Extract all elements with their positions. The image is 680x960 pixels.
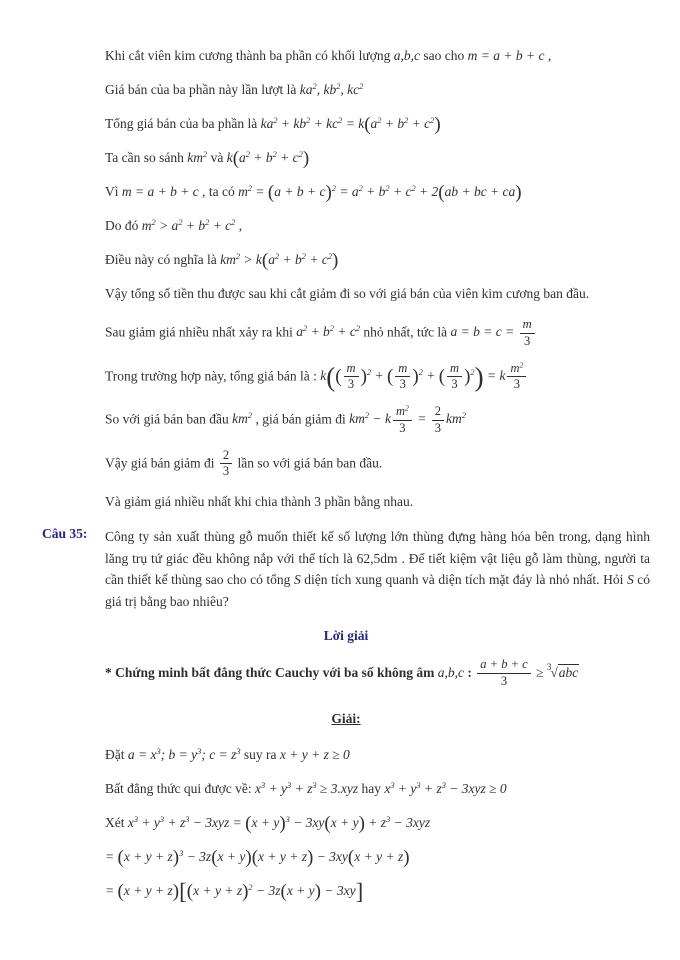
solution-line-9: Sau giảm giá nhiều nhất xảy ra khi $a^2 + b^2 + c^2$ nhỏ nhất, tức là a = b = c = $\frac{m}{3}$ (105, 318, 650, 349)
solution-line-8: Vậy tổng số tiền thu được sau khi cắt giảm đi so với giá bán của viên kim cương ban đầu. (105, 286, 590, 301)
solution-line-11: So với giá bán ban đầu $km^2$ , giá bán giảm đi $km^2 - k$ $\frac{m^2}{3}$ = $\frac{2}{3}$ $km^2$ (105, 403, 466, 435)
solution-line-2: Giá bán của ba phần này lần lượt là $ka^2$, $kb^2$, $kc^2$ (105, 82, 364, 97)
solution2-line-3: Xét $x^3 + y^3 + z^3 - 3xyz = (x + y)^3 - 3xy(x + y) + z^3 - 3xyz$ (105, 812, 431, 834)
solution2-line-4: = $(x + y + z)^3 - 3z(x + y)(x + y + z) - 3xy(x + y + z)$ (105, 846, 410, 868)
solution-line-13: Và giảm giá nhiều nhất khi chia thành 3 phần bằng nhau. (105, 494, 414, 509)
solution-line-5: Vì m = a + b + c , ta có $m^2 = (a + b + c)^2 = a^2 + b^2 + c^2 + 2(ab$ + bc + ca) (105, 181, 522, 203)
solution-line-3: Tổng giá bán của ba phần là $ka^2 + kb^2 + kc^2 = k(a^2 + b^2 + c^2)$ (105, 113, 441, 135)
solution-line-4: Ta cần so sánh $km^2$ và $k(a^2 + b^2 + c^2)$ (105, 147, 310, 169)
solution-line-10: Trong trường hợp này, tổng giá bán là : k(( $\frac{m}{3}$ )$^2$ + ( $\frac{m}{3}$ )$^2$ + ( $\frac{m}{3}$ )$^2$) = k $\frac{m^2}{3}$ (105, 362, 650, 393)
solution2-line-2: Bất đẳng thức qui được về: $x^3 + y^3 + z^3 \ge 3.xyz$ hay $x^3 + y^3 + z^3 - 3xyz \ge 0$ (105, 780, 507, 796)
question-text: Công ty sản xuất thùng gỗ muốn thiết kế số lượng lớn thùng đựng hàng hóa bên trong, dạng hình lăng trụ tứ giác đều không nắp với thể tích là 62,5dm . Để tiết kiệm vật liệu gỗ làm thùng, người ta cần thiết kế thùng sao cho có tổng S diện tích xung quanh và diện tích mặt đáy là nhỏ nhất. Hỏi S có giá trị bằng bao nhiêu? (105, 529, 650, 609)
solution-line-1: Khi cắt viên kim cương thành ba phần có khối lượng a,b,c sao cho m = a + b + c , (105, 48, 552, 63)
question-35 (42, 526, 650, 612)
giai-heading-text: Giải: (331, 710, 361, 726)
giai-heading (42, 709, 650, 728)
solution-line-12: Vậy giá bán giảm đi $\frac{2}{3}$ lần so với giá bán ban đầu. (105, 447, 383, 479)
cauchy-statement-line: * Chứng minh bất đẳng thức Cauchy với ba số không âm a,b,c : $\frac{a + b + c}{3}$ ≥ $^3$√abc (105, 657, 579, 689)
loi-giai-heading: Lời giải (323, 628, 369, 643)
solution-line-7: Điều này có nghĩa là $km^2 > k(a^2 + b^2 + c^2)$ (105, 249, 339, 271)
solution2-line-5: = $(x + y + z)[(x + y + z)^2 - 3z(x + y) - 3xy]$ (105, 878, 364, 904)
question-number-label: Câu 35: (42, 526, 88, 541)
solution-line-6: Do đó $m^2 > a^2 + b^2 + c^2$ , (105, 218, 243, 233)
solution2-line-1: Đặt $a = x^3$; $b = y^3$; $c = z^3$ suy ra x + y + z ≥ 0 (105, 746, 350, 762)
